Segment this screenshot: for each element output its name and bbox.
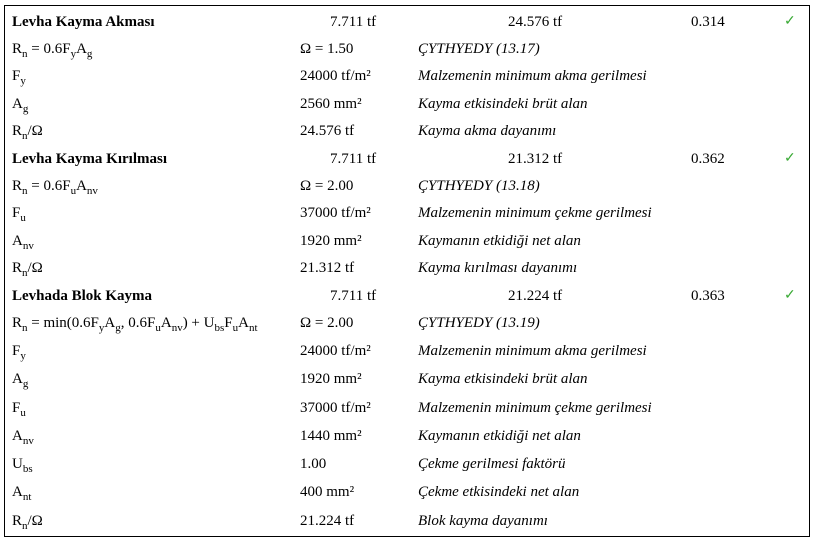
symbol-sub: n bbox=[22, 48, 28, 60]
ratio-value: 0.362 bbox=[691, 151, 725, 167]
symbol-tail: /Ω bbox=[27, 513, 43, 529]
parameter-row bbox=[0, 177, 815, 205]
formula-part: ) + U bbox=[182, 315, 215, 331]
formula-part: , 0.6F bbox=[120, 315, 156, 331]
parameter-description: ÇYTHYEDY (13.18) bbox=[418, 178, 540, 194]
parameter-row bbox=[0, 259, 815, 287]
parameter-row bbox=[0, 67, 815, 95]
parameter-description: Kaymanın etkidiği net alan bbox=[418, 233, 581, 249]
symbol bbox=[12, 455, 33, 473]
parameter-description: Malzemenin minimum akma gerilmesi bbox=[418, 343, 647, 359]
parameter-row bbox=[0, 314, 815, 342]
parameter-description: ÇYTHYEDY (13.19) bbox=[418, 315, 540, 331]
formula-sub: u bbox=[232, 322, 239, 334]
symbol bbox=[12, 483, 31, 501]
symbol bbox=[12, 342, 26, 360]
capacity-value: 21.224 tf bbox=[508, 288, 563, 304]
parameter-value: 2560 mm² bbox=[300, 96, 362, 112]
symbol-main: F bbox=[12, 68, 21, 84]
symbol bbox=[12, 232, 34, 250]
parameter-description: Blok kayma dayanımı bbox=[418, 513, 548, 529]
formula-part: A bbox=[238, 315, 249, 331]
demand-value: 7.711 tf bbox=[330, 288, 377, 304]
symbol-sub: n bbox=[22, 267, 28, 279]
parameter-value: 1.00 bbox=[300, 456, 327, 472]
symbol bbox=[12, 427, 34, 445]
formula-sub: nt bbox=[248, 322, 258, 334]
parameter-value: 24.576 tf bbox=[300, 123, 355, 139]
check-icon: ✓ bbox=[784, 14, 796, 29]
capacity-value: 24.576 tf bbox=[508, 14, 563, 30]
section-title: Levhada Blok Kayma bbox=[12, 288, 153, 304]
formula-sub: u bbox=[155, 322, 161, 334]
section-title: Levha Kayma Akması bbox=[12, 14, 155, 30]
parameter-description: Kayma kırılması dayanımı bbox=[418, 260, 578, 276]
formula-sub: y bbox=[98, 322, 105, 334]
symbol-main: R bbox=[12, 41, 23, 57]
section-title: Levha Kayma Kırılması bbox=[12, 151, 167, 167]
symbol bbox=[12, 40, 92, 58]
symbol-sub: n bbox=[22, 130, 28, 142]
parameter-row bbox=[0, 455, 815, 483]
parameter-description: Çekme gerilmesi faktörü bbox=[418, 456, 566, 472]
parameter-row bbox=[0, 95, 815, 123]
parameter-value: 1920 mm² bbox=[300, 233, 362, 249]
formula-part: = min(0.6F bbox=[27, 315, 99, 331]
symbol bbox=[12, 122, 43, 140]
symbol-main: R bbox=[12, 178, 23, 194]
symbol-sub: g bbox=[22, 378, 29, 390]
parameter-value: 1440 mm² bbox=[300, 428, 362, 444]
parameter-description: ÇYTHYEDY (13.17) bbox=[418, 41, 540, 57]
parameter-row bbox=[0, 122, 815, 150]
section-header bbox=[0, 287, 815, 315]
parameter-row bbox=[0, 483, 815, 511]
parameter-description: Malzemenin minimum çekme gerilmesi bbox=[418, 400, 652, 416]
symbol bbox=[12, 204, 26, 222]
formula-part: A bbox=[76, 178, 87, 194]
section-header bbox=[0, 150, 815, 178]
formula-part: = 0.6F bbox=[27, 178, 71, 194]
formula-part: A bbox=[104, 315, 116, 331]
symbol-main: A bbox=[12, 428, 23, 444]
symbol-main: F bbox=[12, 205, 21, 221]
symbol-sub: n bbox=[22, 185, 28, 197]
symbol bbox=[12, 314, 258, 332]
parameter-description: Kayma etkisindeki brüt alan bbox=[418, 96, 588, 112]
formula-sub: g bbox=[115, 322, 121, 334]
symbol-sub: y bbox=[20, 75, 26, 87]
ratio-value: 0.363 bbox=[691, 288, 725, 304]
symbol bbox=[12, 177, 98, 195]
formula-sub: nv bbox=[86, 185, 98, 197]
parameter-value: 37000 tf/m² bbox=[300, 400, 371, 416]
symbol-sub: bs bbox=[22, 463, 33, 475]
symbol-sub: u bbox=[20, 407, 26, 419]
demand-value: 7.711 tf bbox=[330, 14, 377, 30]
formula-sub: nv bbox=[171, 322, 183, 334]
parameter-row bbox=[0, 399, 815, 427]
symbol bbox=[12, 67, 26, 85]
parameter-value: 24000 tf/m² bbox=[300, 343, 371, 359]
parameter-value: 1920 mm² bbox=[300, 371, 362, 387]
parameter-description: Kaymanın etkidiği net alan bbox=[418, 428, 581, 444]
formula-part: F bbox=[224, 315, 233, 331]
parameter-value: 24000 tf/m² bbox=[300, 68, 371, 84]
parameter-value: 21.312 tf bbox=[300, 260, 355, 276]
symbol bbox=[12, 370, 28, 388]
formula-part: A bbox=[76, 41, 87, 57]
symbol-main: R bbox=[12, 513, 23, 529]
symbol bbox=[12, 399, 26, 417]
symbol-main: A bbox=[12, 371, 23, 387]
ratio-value: 0.314 bbox=[691, 14, 725, 30]
symbol-sub: nv bbox=[22, 435, 34, 447]
formula-part: = 0.6F bbox=[27, 41, 71, 57]
symbol-sub: n bbox=[22, 520, 28, 532]
parameter-description: Kayma etkisindeki brüt alan bbox=[418, 371, 588, 387]
parameter-row bbox=[0, 427, 815, 455]
section-header bbox=[0, 13, 815, 41]
symbol-main: U bbox=[12, 456, 23, 472]
symbol-sub: u bbox=[20, 212, 26, 224]
symbol-sub: n bbox=[22, 322, 28, 334]
check-icon: ✓ bbox=[784, 288, 796, 303]
symbol-tail: /Ω bbox=[27, 260, 43, 276]
formula-sub: g bbox=[86, 48, 93, 60]
parameter-value: 21.224 tf bbox=[300, 513, 355, 529]
parameter-value: Ω = 2.00 bbox=[300, 315, 354, 331]
symbol-main: A bbox=[12, 484, 23, 500]
symbol-sub: nv bbox=[22, 240, 34, 252]
symbol-sub: g bbox=[22, 103, 29, 115]
parameter-value: 37000 tf/m² bbox=[300, 205, 371, 221]
parameter-value: Ω = 1.50 bbox=[300, 41, 354, 57]
symbol-main: F bbox=[12, 400, 21, 416]
parameter-description: Kayma akma dayanımı bbox=[418, 123, 557, 139]
symbol-main: R bbox=[12, 260, 23, 276]
symbol-main: R bbox=[12, 123, 23, 139]
symbol-main: R bbox=[12, 315, 23, 331]
parameter-row bbox=[0, 370, 815, 398]
parameter-row bbox=[0, 204, 815, 232]
symbol bbox=[12, 512, 43, 530]
symbol-main: A bbox=[12, 96, 23, 112]
parameter-row bbox=[0, 40, 815, 68]
symbol-sub: nt bbox=[22, 491, 32, 503]
parameter-description: Malzemenin minimum çekme gerilmesi bbox=[418, 205, 652, 221]
symbol-main: F bbox=[12, 343, 21, 359]
demand-value: 7.711 tf bbox=[330, 151, 377, 167]
parameter-value: Ω = 2.00 bbox=[300, 178, 354, 194]
formula-sub: u bbox=[70, 185, 77, 197]
parameter-value: 400 mm² bbox=[300, 484, 355, 500]
formula-part: A bbox=[160, 315, 172, 331]
formula-sub: y bbox=[70, 48, 77, 60]
symbol bbox=[12, 95, 28, 113]
parameter-row bbox=[0, 512, 815, 540]
symbol-sub: y bbox=[20, 350, 26, 362]
parameter-row bbox=[0, 232, 815, 260]
symbol-tail: /Ω bbox=[27, 123, 43, 139]
parameter-description: Çekme etkisindeki net alan bbox=[418, 484, 580, 500]
capacity-value: 21.312 tf bbox=[508, 151, 563, 167]
symbol bbox=[12, 259, 43, 277]
symbol-main: A bbox=[12, 233, 23, 249]
check-icon: ✓ bbox=[784, 151, 796, 166]
formula-sub: bs bbox=[214, 322, 225, 334]
parameter-row bbox=[0, 342, 815, 370]
parameter-description: Malzemenin minimum akma gerilmesi bbox=[418, 68, 647, 84]
